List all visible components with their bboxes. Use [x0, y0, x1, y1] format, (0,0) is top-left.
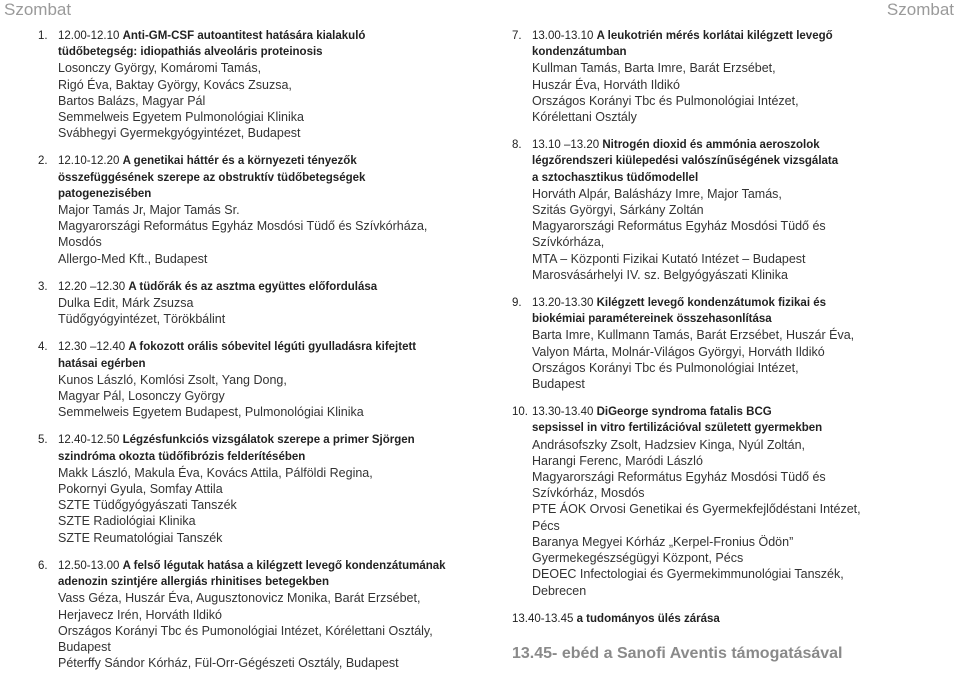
entry-title: biokémiai paramétereinek összehasonlítása: [532, 313, 772, 326]
entry-title: Nitrogén dioxid és ammónia aeroszolok: [602, 139, 820, 152]
day-header-right: Szombat: [886, 0, 954, 19]
entry-detail-line: Gyermekegészségügyi Központ, Pécs: [532, 551, 744, 566]
entry-title-line: [38, 432, 488, 448]
entry-number: 6.: [38, 559, 48, 572]
entry-detail-line: Magyarországi Református Egyház Mosdósi Tüdő és: [532, 219, 826, 234]
entry-detail-line: Makk László, Makula Éva, Kovács Attila, Pálföldi Regina,: [58, 465, 373, 480]
entry-details: [38, 295, 488, 327]
entry-title: DiGeorge syndroma fatalis BCG: [596, 406, 772, 419]
entry-title-line: [38, 170, 488, 186]
day-header-left: Szombat: [4, 0, 72, 19]
entry-title-line: [512, 44, 952, 60]
entry-number: 2.: [38, 155, 48, 168]
left-column: [38, 28, 488, 683]
entry-detail-line: Országos Korányi Tbc és Pulmonológiai Intézet,: [532, 360, 799, 375]
entry-detail-line: Losonczy György, Komáromi Tamás,: [58, 61, 262, 76]
entry-time: 13.10 –13.20: [532, 139, 600, 152]
entry-title-line: [38, 356, 488, 372]
entry-time: 12.10-12.20: [58, 155, 120, 168]
entry-title: A genetikai háttér és a környezeti tényezők: [122, 155, 357, 168]
entry-detail-line: SZTE Reumatológiai Tanszék: [58, 530, 223, 545]
lunch-footer: 13.45- ebéd a Sanofi Aventis támogatásával: [512, 644, 843, 662]
entry-time: 12.00-12.10: [58, 30, 120, 42]
entry-detail-line: SZTE Tüdőgyógyászati Tanszék: [58, 498, 237, 513]
entry-title: Légzésfunkciós vizsgálatok szerepe a primer Sjörgen: [122, 434, 415, 447]
entry-detail-line: Baranya Megyei Kórház „Kerpel-Fronius Ödön”: [532, 534, 794, 549]
program-entry: [38, 558, 488, 671]
entry-number: 10.: [512, 406, 528, 419]
entry-detail-line: Kunos László, Komlósi Zsolt, Yang Dong,: [58, 372, 287, 387]
program-entry: [38, 153, 488, 266]
entry-title: légzőrendszeri kiülepedési valószínűségének vizsgálata: [532, 155, 839, 168]
entry-detail-line: Debrecen: [532, 583, 587, 598]
entry-title-line: [512, 153, 952, 169]
entry-time: 13.20-13.30: [532, 297, 594, 310]
entry-detail-line: Magyarországi Református Egyház Mosdósi Tüdő és Szívkórháza,: [58, 219, 428, 234]
entry-title-line: [38, 574, 488, 590]
entry-detail-line: Major Tamás Jr, Major Tamás Sr.: [58, 203, 240, 218]
entry-detail-line: Vass Géza, Huszár Éva, Augusztonovicz Monika, Barát Erzsébet,: [58, 591, 421, 606]
closing-line: [512, 611, 952, 627]
entry-title-line: [38, 44, 488, 60]
entry-detail-line: Rigó Éva, Baktay György, Kovács Zsuzsa,: [58, 77, 292, 92]
entry-details: [512, 327, 952, 392]
program-entry: [38, 28, 488, 141]
program-entry: [512, 404, 952, 598]
entry-detail-line: Szívkórház, Mosdós: [532, 486, 645, 501]
entry-detail-line: Marosvásárhelyi IV. sz. Belgyógyászati Klinika: [532, 267, 788, 282]
entry-title: tüdőbetegség: idiopathiás alveoláris proteinosis: [58, 46, 323, 59]
entry-number: 7.: [512, 30, 522, 42]
entry-time: 12.40-12.50: [58, 434, 120, 447]
entry-detail-line: Kullman Tamás, Barta Imre, Barát Erzsébet,: [532, 61, 776, 76]
entry-number: 1.: [38, 30, 48, 42]
entry-title-line: [512, 420, 952, 436]
entry-detail-line: SZTE Radiológiai Klinika: [58, 514, 196, 529]
entry-detail-line: Mosdós: [58, 235, 102, 250]
entry-title: A felső légutak hatása a kilégzett levegő kondenzátumának: [122, 559, 446, 572]
entry-details: [512, 437, 952, 599]
entry-title: kondenzátumban: [532, 46, 627, 59]
entry-detail-line: Magyarországi Református Egyház Mosdósi Tüdő és: [532, 470, 826, 485]
entry-title-line: [38, 186, 488, 202]
entry-title-line: [38, 28, 488, 44]
entry-detail-line: Huszár Éva, Horváth Ildikó: [532, 77, 680, 92]
entry-time: 13.00-13.10: [532, 30, 594, 42]
entry-number: 5.: [38, 434, 48, 447]
entry-time: 12.30 –12.40: [58, 341, 126, 354]
entry-title-line: [512, 311, 952, 327]
entry-detail-line: Allergo-Med Kft., Budapest: [58, 251, 208, 266]
entry-detail-line: Pokornyi Gyula, Somfay Attila: [58, 482, 223, 497]
entry-title: szindróma okozta tüdőfibrózis felderítésében: [58, 450, 306, 463]
entry-detail-line: Andrásofszky Zsolt, Hadzsiev Kinga, Nyúl Zoltán,: [532, 437, 806, 452]
entry-detail-line: Dulka Edit, Márk Zsuzsa: [58, 296, 194, 311]
entry-detail-line: Budapest: [58, 639, 111, 654]
entry-detail-line: Országos Korányi Tbc és Pumonológiai Intézet, Kórélettani Osztály,: [58, 623, 433, 638]
closing-time: 13.40-13.45: [512, 612, 574, 625]
program-entry: [38, 279, 488, 328]
program-entry: [512, 28, 952, 125]
entry-details: [38, 202, 488, 267]
entry-title-line: [512, 137, 952, 153]
entry-detail-line: Svábhegyi Gyermekgyógyintézet, Budapest: [58, 126, 301, 141]
entry-title: a sztochasztikus tüdőmodellel: [532, 171, 699, 184]
entry-title: adenozin szintjére allergiás rhinitises betegekben: [58, 576, 329, 589]
entry-title: A leukotrién mérés korlátai kilégzett levegő: [596, 30, 833, 42]
entry-number: 4.: [38, 341, 48, 354]
program-entry: [38, 432, 488, 545]
entry-details: [38, 590, 488, 671]
entry-title: Anti-GM-CSF autoantitest hatására kialakuló: [122, 30, 366, 42]
entry-detail-line: MTA – Központi Fizikai Kutató Intézet – Budapest: [532, 251, 806, 266]
entry-title-line: [38, 449, 488, 465]
entry-title: sepsissel in vitro fertilizációval született gyermekben: [532, 422, 823, 435]
entry-details: [512, 186, 952, 283]
entry-detail-line: Herjavecz Irén, Horváth Ildikó: [58, 607, 222, 622]
entry-detail-line: Pécs: [532, 518, 560, 533]
program-entry: [512, 295, 952, 392]
entry-detail-line: Harangi Ferenc, Maródi László: [532, 453, 703, 468]
entry-detail-line: Barta Imre, Kullmann Tamás, Barát Erzsébet, Huszár Éva,: [532, 328, 855, 343]
entry-title-line: [512, 295, 952, 311]
entry-title: patogenezisében: [58, 187, 152, 200]
entry-title-line: [38, 279, 488, 295]
entry-title-line: [512, 170, 952, 186]
entry-detail-line: Péterffy Sándor Kórház, Fül-Orr-Gégészeti Osztály, Budapest: [58, 656, 399, 671]
entry-details: [38, 372, 488, 421]
entry-title: összefüggésének szerepe az obstruktív tüdőbetegségek: [58, 171, 366, 184]
entry-detail-line: Valyon Márta, Molnár-Világos Györgyi, Horváth Ildikó: [532, 344, 825, 359]
entry-title: hatásai egérben: [58, 357, 146, 370]
entry-number: 3.: [38, 280, 48, 293]
entry-time: 13.30-13.40: [532, 406, 594, 419]
entry-title-line: [512, 28, 952, 44]
entry-details: [512, 60, 952, 125]
entry-detail-line: Magyar Pál, Losonczy György: [58, 389, 225, 404]
entry-title-line: [38, 558, 488, 574]
entry-number: 8.: [512, 139, 522, 152]
closing-text: a tudományos ülés zárása: [576, 612, 720, 625]
entry-detail-line: Bartos Balázs, Magyar Pál: [58, 93, 206, 108]
entry-number: 9.: [512, 297, 522, 310]
entry-details: [38, 465, 488, 546]
entry-title: A tüdőrák és az asztma együttes előfordulása: [128, 280, 378, 293]
entry-detail-line: Kórélettani Osztály: [532, 110, 637, 125]
entry-title: Kilégzett levegő kondenzátumok fizikai és: [596, 297, 827, 310]
entry-detail-line: Szívkórháza,: [532, 235, 605, 250]
entry-title: A fokozott orális sóbevitel légúti gyulladásra kifejtett: [128, 341, 417, 354]
entry-detail-line: Semmelweis Egyetem Pulmonológiai Klinika: [58, 110, 304, 125]
right-entries: [512, 28, 952, 599]
entry-time: 12.20 –12.30: [58, 280, 126, 293]
entry-time: 12.50-13.00: [58, 559, 120, 572]
right-column: [512, 28, 952, 663]
entry-detail-line: Semmelweis Egyetem Budapest, Pulmonológiai Klinika: [58, 405, 364, 420]
program-entry: [38, 339, 488, 420]
entry-detail-line: DEOEC Infectologiai és Gyermekimmunológiai Tanszék,: [532, 567, 844, 582]
entry-title-line: [38, 153, 488, 169]
entry-details: [38, 60, 488, 141]
program-entry: [512, 137, 952, 283]
entry-detail-line: Horváth Alpár, Balásházy Imre, Major Tamás,: [532, 186, 782, 201]
entry-title-line: [38, 339, 488, 355]
entry-detail-line: PTE ÁOK Orvosi Genetikai és Gyermekfejlődéstani Intézet,: [532, 502, 861, 517]
entry-detail-line: Tüdőgyógyintézet, Törökbálint: [58, 312, 226, 327]
entry-detail-line: Szitás Györgyi, Sárkány Zoltán: [532, 203, 704, 218]
entry-detail-line: Budapest: [532, 377, 585, 392]
entry-title-line: [512, 404, 952, 420]
entry-detail-line: Országos Korányi Tbc és Pulmonológiai Intézet,: [532, 93, 799, 108]
